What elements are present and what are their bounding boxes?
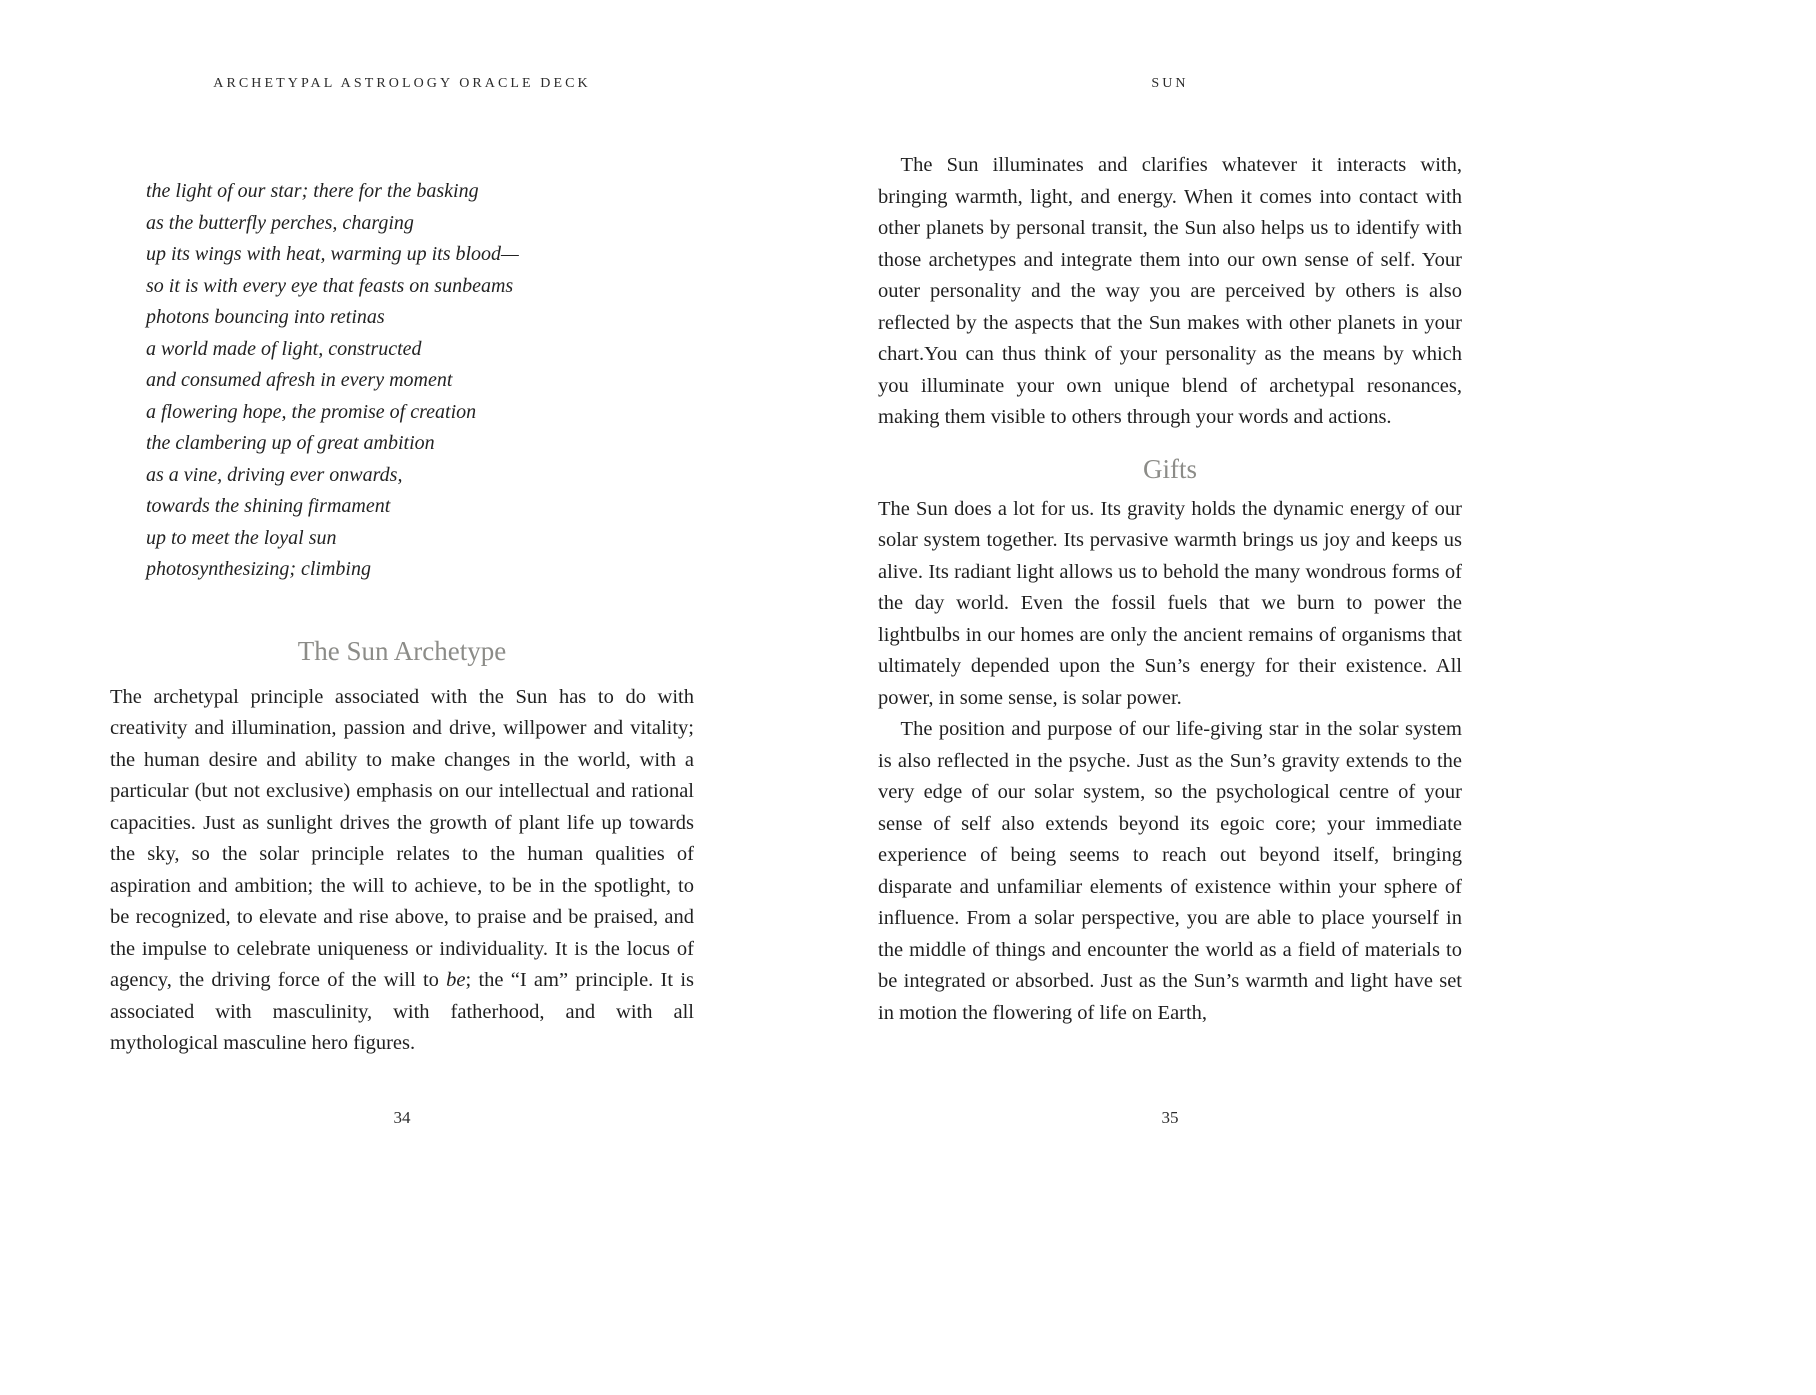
paragraph-text-after-italic: ; the “I am” principle. It is associated with masculinity, with fatherhood, and with all mythological masculine hero figures. [110,969,694,1054]
section-heading-sun-archetype: The Sun Archetype [297,635,507,666]
poem-line: photons bouncing into retinas [146,306,385,328]
paragraph-text-before-italic: The archetypal principle associated with the Sun has to do with creativity and illumination, passion and drive, willpower and vitality; the human desire and ability to make changes in the world, with a particular (but not exclusive) emphasis on our intellectual and rational capacities. Just as sunlight drives the growth of plant life up towards the sky, so the solar principle relates to the human qualities of aspiration and ambition; the will to achieve, to be in the spotlight, to be recognized, to elevate and rise above, to praise and be praised, and the impulse to celebrate uniqueness or individuality. It is the locus of agency, the driving force of the will to [110,685,694,991]
poem-line: as the butterfly perches, charging [146,211,414,234]
left-text-column [110,176,694,1060]
page-number-right: 35 [1161,1108,1179,1127]
poem-line: the light of our star; there for the basking [146,180,479,202]
poem-line: the clambering up of great ambition [146,432,435,454]
running-head-left: ARCHETYPAL ASTROLOGY ORACLE DECK [213,76,591,91]
poem-line: up its wings with heat, warming up its blood— [146,243,519,265]
poem-line: towards the shining firmament [146,495,391,517]
section-heading-gifts: Gifts [1143,453,1197,484]
poem-line: a flowering hope, the promise of creation [146,400,477,423]
poem-line: photosynthesizing; climbing [146,558,371,580]
page-number-left: 34 [393,1108,411,1127]
gifts-paragraph: The Sun does a lot for us. Its gravity holds the dynamic energy of our solar system together. Its pervasive warmth brings us joy and keeps us alive. Its radiant light allows us to behold the many wondrous forms of the day world. Even the fossil fuels that we burn to power the lightbulbs in our homes are only the ancient remains of organisms that ultimately depended upon the Sun’s energy for their existence. All power, in some sense, is solar power. [878,497,1462,709]
poem-line: as a vine, driving ever onwards, [146,463,403,486]
poem-line: and consumed afresh in every moment [146,369,453,391]
italic-word-be: be [446,969,466,991]
poem-line: a world made of light, constructed [146,337,422,360]
poem-line: up to meet the loyal sun [146,526,337,549]
sun-archetype-paragraph [110,682,694,1060]
poem-line: so it is with every eye that feasts on sunbeams [146,274,514,297]
running-head-right: SUN [1151,76,1189,91]
right-text-column [878,150,1462,1029]
sun-illuminates-paragraph: The Sun illuminates and clarifies whatever it interacts with, bringing warmth, light, and energy. When it comes into contact with other planets by personal transit, the Sun also helps us to identify with those archetypes and integrate them into our own sense of self. Your outer personality and the way you are perceived by others is also reflected by the aspects that the Sun makes with other planets in your chart.You can thus think of your personality as the means by which you illuminate your own unique blend of archetypal resonances, making them visible to others through your words and actions. [878,154,1462,428]
position-purpose-paragraph: The position and purpose of our life-giving star in the solar system is also reflected in the psyche. Just as the Sun’s gravity extends to the very edge of our solar system, so the psychological centre of your sense of self also extends beyond its egoic core; your immediate experience of being seems to reach out beyond itself, bringing disparate and unfamiliar elements of existence within your sphere of influence. From a solar perspective, you are able to place yourself in the middle of things and encounter the world as a field of materials to be integrated or absorbed. Just as the Sun’s warmth and light have set in motion the flowering of life on Earth, [878,718,1462,1024]
poem [110,176,694,586]
